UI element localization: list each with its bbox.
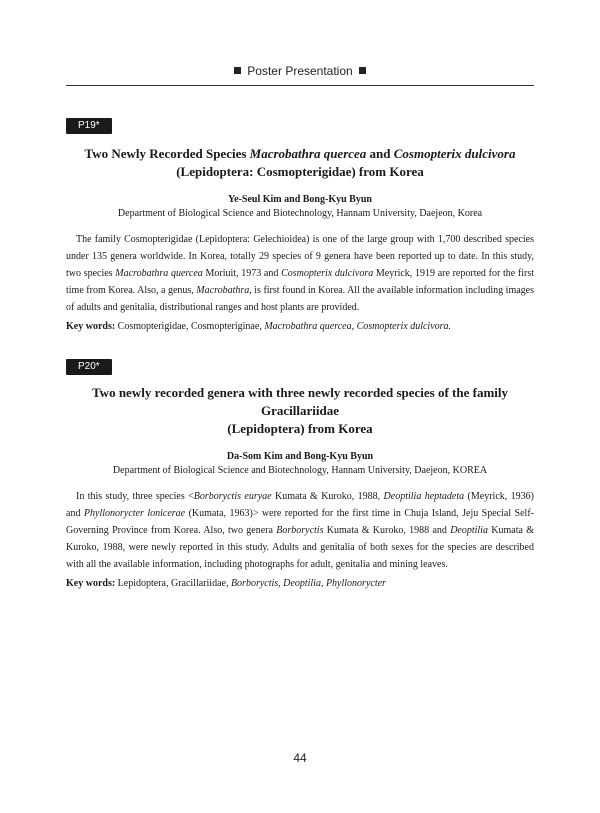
header-text: Poster Presentation (247, 64, 353, 78)
keywords: Key words: Cosmopterigidae, Cosmopteriginae, Macrobathra quercea, Cosmopterix dulcivora. (66, 321, 452, 332)
running-header (66, 64, 534, 84)
keywords: Key words: Lepidoptera, Gracillariidae, Borboryctis, Deoptilia, Phyllonorycter (66, 578, 386, 589)
abstract-title: Two Newly Recorded Species Macrobathra quercea and Cosmopterix dulcivora (Lepidoptera: Cosmopterigidae) from Korea (84, 146, 516, 179)
affiliation: Department of Biological Science and Biotechnology, Hannam University, Daejeon, Korea (117, 208, 483, 219)
poster-badge: P20* (66, 359, 112, 375)
header-rule (66, 85, 534, 86)
abstract-p20 (66, 356, 534, 591)
affiliation: Department of Biological Science and Biotechnology, Hannam University, Daejeon, KOREA (112, 465, 488, 476)
authors: Da-Som Kim and Bong-Kyu Byun (226, 451, 374, 462)
poster-badge: P19* (66, 118, 112, 134)
square-bullet-icon (234, 67, 241, 74)
abstract-p19 (66, 115, 534, 334)
abstract-body: In this study, three species <Borboryctis euryae Kumata & Kuroko, 1988, Deoptilia heptadeta (Meyrick, 1936) and Phyllonorycter lonicerae (Kumata, 1963)> were reported for the first time in Chuja Island, Jeju Special Self-Governing Province from Korea. Also, two genera Borboryctis Kumata & Kuroko, 1988 and Deoptilia Kumata & Kuroko, 1988, were newly reported in this study. Adults and genitalia of both sexes for the species are described with all the available information, including photographs for adult, genitalia and mining leaves. (66, 491, 534, 570)
abstract-title: Two newly recorded genera with three newly recorded species of the family Gracillariidae (Lepidoptera) from Korea (91, 385, 509, 436)
page-number: 44 (293, 751, 307, 765)
abstract-body: The family Cosmopterigidae (Lepidoptera: Gelechioidea) is one of the large group with 1,700 described species under 135 genera worldwide. In Korea, totally 29 species of 9 genera have been reported up to date. In this study, two species Macrobathra quercea Moriuit, 1973 and Cosmopterix dulcivora Meyrick, 1919 are reported for the first time from Korea. Also, a genus, Macrobathra, is first found in Korea. All the available information including images of adults and genitalia, distributional ranges and host plants are provided. (66, 234, 534, 313)
authors: Ye-Seul Kim and Bong-Kyu Byun (228, 194, 372, 205)
square-bullet-icon (359, 67, 366, 74)
